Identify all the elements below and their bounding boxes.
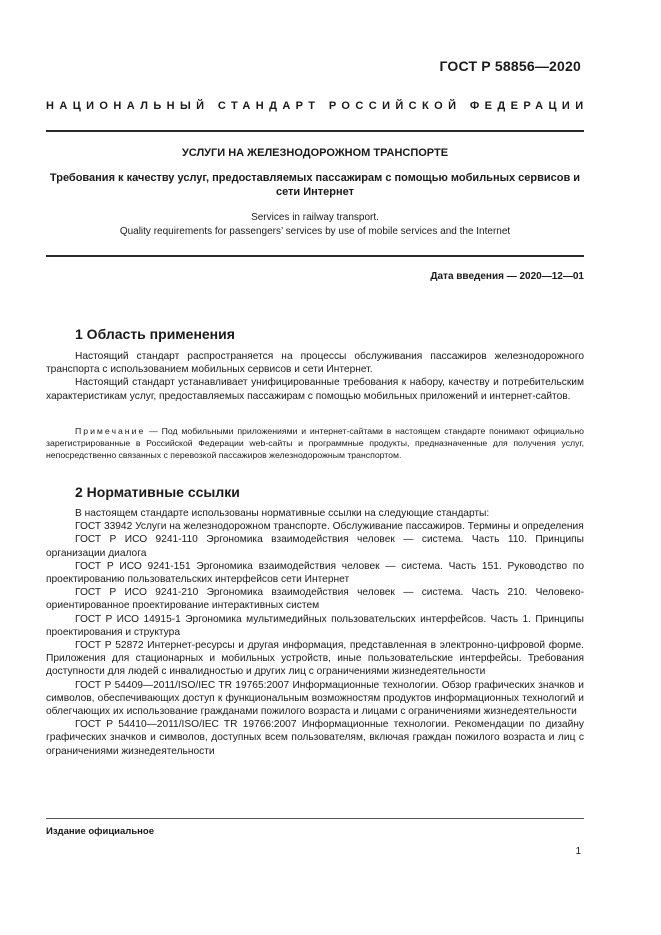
reference-item: ГОСТ Р ИСО 9241-210 Эргономика взаимодействия человек — система. Часть 210. Человеко-ориентированное проектирование интерактивных систем [46, 587, 584, 612]
reference-item: ГОСТ 33942 Услуги на железнодорожном транспорте. Обслуживание пассажиров. Термины и определения [75, 521, 584, 533]
note-label: Примечание [75, 426, 146, 436]
reference-item: ГОСТ Р 52872 Интернет-ресурсы и другая информация, представленная в электронно-цифровой форме. Приложения для стационарных и мобильных устройств, иные пользовательские интерфейсы. Требования доступности для людей с инвалидностью и других лиц с ограничениями жизнедеятельности [46, 640, 584, 678]
page-number: 1 [575, 846, 581, 857]
document-designation: ГОСТ Р 58856—2020 [439, 58, 581, 74]
footer-rule [46, 818, 584, 819]
english-title-line-2: Quality requirements for passengers’ services by use of mobile services and the Internet [119, 226, 511, 237]
section-1-paragraph-1: Настоящий стандарт распространяется на процессы обслуживания пассажиров железнодорожного транспорта с использованием мобильных сервисов и сети Интернет. [46, 351, 584, 376]
section-2-heading: 2 Нормативные ссылки [75, 484, 240, 500]
reference-item: ГОСТ Р ИСО 14915-1 Эргономика мультимедийных пользовательских интерфейсов. Часть 1. Принципы проектирования и структура [46, 613, 584, 638]
section-1-heading: 1 Область применения [75, 326, 235, 342]
section-2-body [46, 507, 584, 758]
section-1-body [46, 350, 584, 403]
title-rule [46, 255, 584, 257]
reference-item: ГОСТ Р 54409—2011/ISO/IEC TR 19765:2007 Информационные технологии. Обзор графических значков и символов, обеспечивающих доступ к функциональным возможностям продуктов информационных технологий и облегчающих их использование гражданами пожилого возраста и лицами с ограничениями жизнедеятельности [46, 679, 584, 718]
reference-item: ГОСТ Р ИСО 9241-110 Эргономика взаимодействия человек — система. Часть 110. Принципы организации диалога [46, 534, 584, 559]
reference-item: ГОСТ Р ИСО 9241-151 Эргономика взаимодействия человек — система. Часть 151. Руководство по проектированию пользовательских интерфейсов сети Интернет [46, 560, 584, 586]
section-1-paragraph-2: Настоящий стандарт устанавливает унифицированные требования к набору, качеству и потребительским характеристикам услуг, предоставляемых пассажирам с помощью мобильных приложений и интернет-сайтов. [46, 377, 584, 402]
national-standard-banner: НАЦИОНАЛЬНЫЙ СТАНДАРТ РОССИЙСКОЙ ФЕДЕРАЦИИ [46, 100, 589, 112]
official-edition-label: Издание официальное [46, 826, 154, 837]
header-rule [46, 130, 584, 132]
reference-item: ГОСТ Р 54410—2011/ISO/IEC TR 19766:2007 Информационные технологии. Рекомендации по дизайну графических значков и символов, доступных всем пользователям, включая граждан пожилого возраста и лиц с ограничениями жизнедеятельности [46, 719, 584, 757]
note-text: — Под мобильными приложениями и интернет-сайтами в настоящем стандарте понимают официально зарегистрированные в Российской Федерации web-сайты и программные продукты, предназначенные для получения услуг, непосредственно связанных с перевозкой пассажиров железнодорожным транспортом. [46, 426, 584, 461]
standard-title: УСЛУГИ НА ЖЕЛЕЗНОДОРОЖНОМ ТРАНСПОРТЕ [181, 147, 449, 159]
english-title-line-1: Services in railway transport. [251, 212, 379, 223]
section-1-note [46, 425, 584, 462]
section-2-intro: В настоящем стандарте использованы нормативные ссылки на следующие стандарты: [75, 508, 490, 519]
english-title [46, 211, 584, 239]
introduction-date: Дата введения — 2020—12—01 [430, 271, 584, 282]
standard-subtitle: Требования к качеству услуг, предоставляемых пассажирам с помощью мобильных сервисов и сети Интернет [49, 172, 581, 198]
